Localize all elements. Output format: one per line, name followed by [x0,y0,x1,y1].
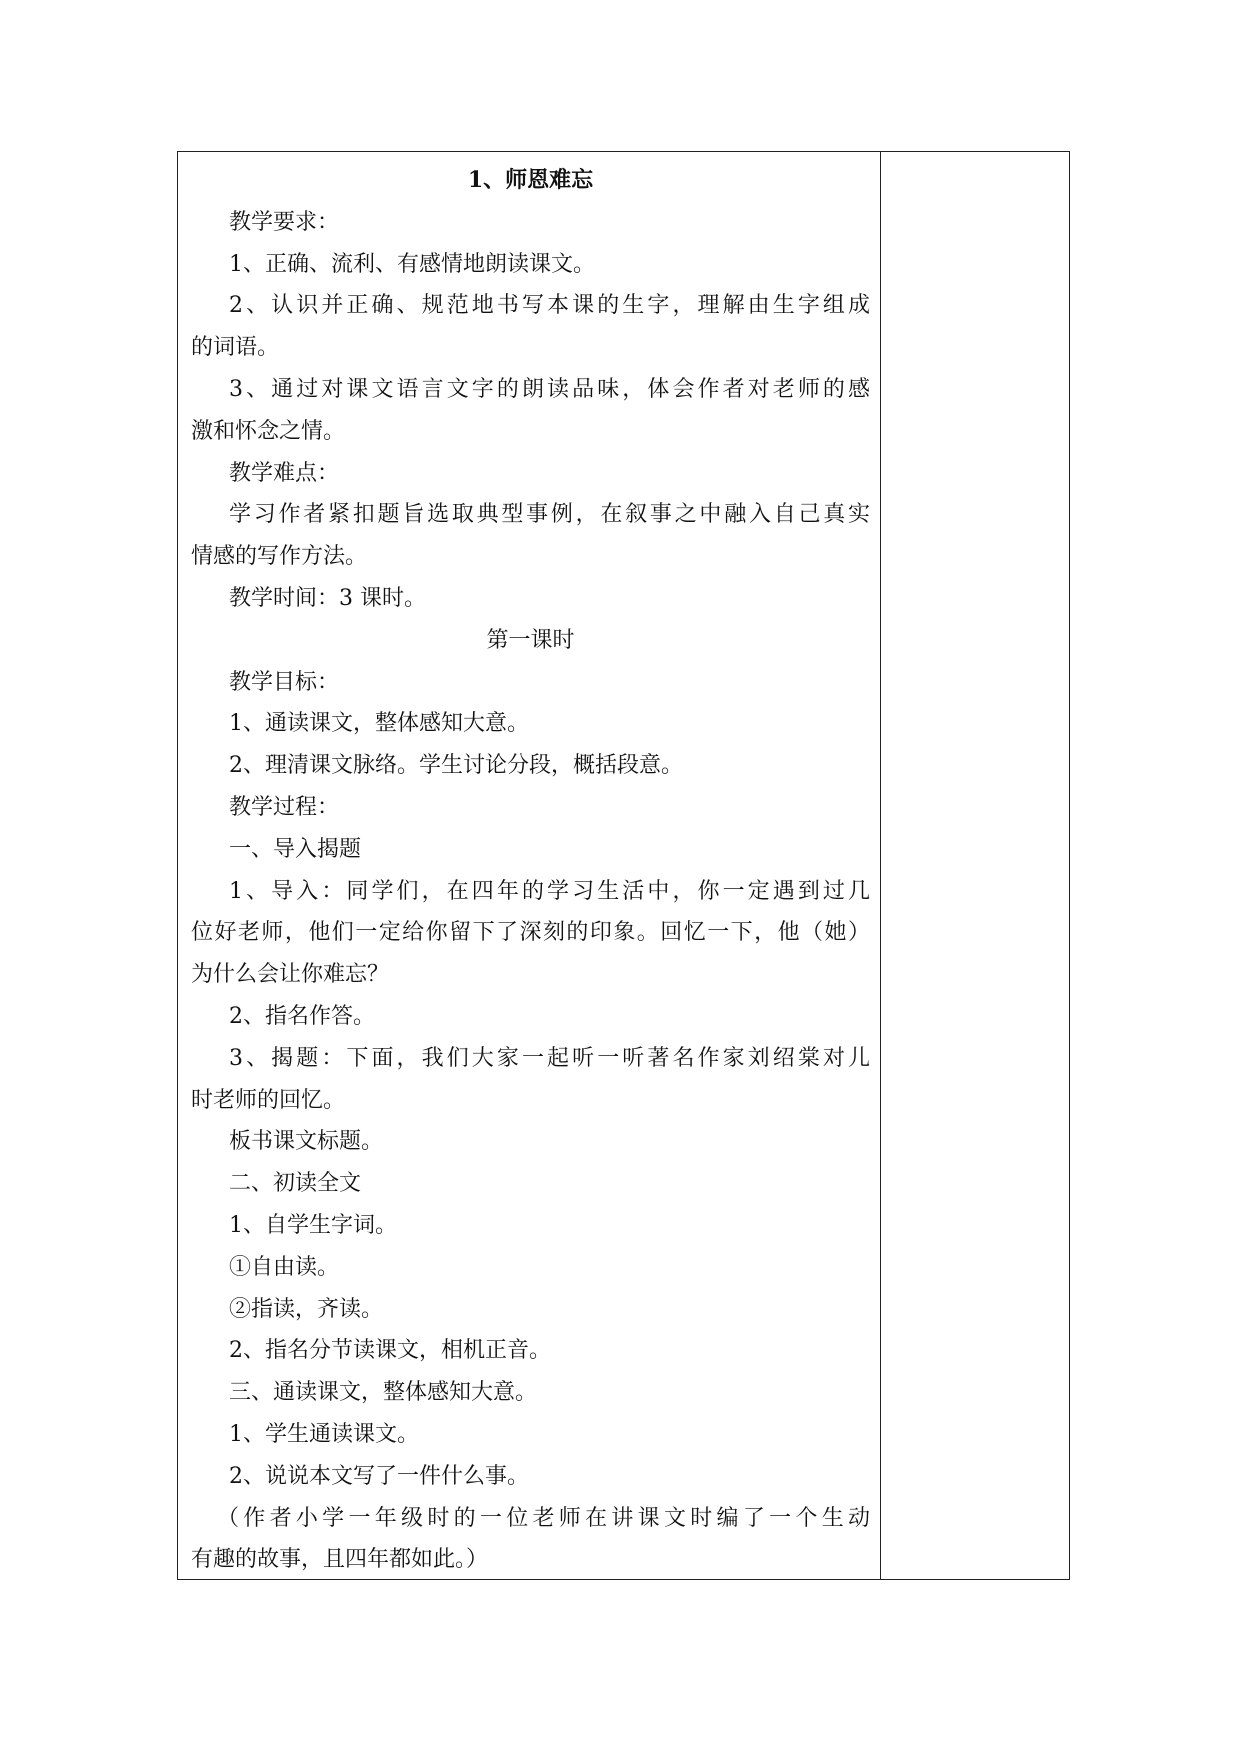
notes-column [881,152,1069,1579]
requirements-heading: 教学要求： [229,209,340,235]
goal-2: 2、理清课文脉络。学生讨论分段，概括段意。 [229,753,683,779]
step-3-2: 2、说说本文写了一件什么事。 [229,1463,529,1489]
step-1-3-line-1: 3、揭题：下面，我们大家一起听一听著名作家刘绍棠对儿 [229,1045,870,1071]
difficulty-line-1: 学习作者紧扣题旨选取典型事例，在叙事之中融入自己真实 [229,502,870,528]
difficulty-line-2: 情感的写作方法。 [191,544,368,570]
step-3-1: 1、学生通读课文。 [229,1421,419,1447]
board-title-note: 板书课文标题。 [229,1129,384,1155]
step-2-1-i: ①自由读。 [229,1254,340,1280]
step-2-1: 1、自学生字词。 [229,1212,397,1238]
lesson-content-cell [178,152,881,1579]
lesson-title: 1、师恩难忘 [467,167,594,193]
teaching-time: 教学时间：3 课时。 [229,585,426,611]
process-heading: 教学过程： [229,794,340,820]
answer-line-1: （作者小学一年级时的一位老师在讲课文时编了一个生动 [217,1505,870,1531]
period-heading: 第一课时 [486,627,575,653]
step-1-1-line-1: 1、导入：同学们，在四年的学习生活中，你一定遇到过几 [229,878,870,904]
requirement-1: 1、正确、流利、有感情地朗读课文。 [229,251,595,277]
step-2-heading: 二、初读全文 [229,1171,362,1197]
requirement-3-line-2: 激和怀念之情。 [191,418,346,444]
requirement-2-line-1: 2、认识并正确、规范地书写本课的生字，理解由生字组成 [229,293,870,319]
answer-line-2: 有趣的故事，且四年都如此。） [191,1547,489,1573]
requirement-2-line-2: 的词语。 [191,335,280,361]
difficulty-heading: 教学难点： [229,460,340,486]
step-1-1-line-3: 为什么会让你难忘？ [191,962,390,988]
step-1-1-line-2: 位好老师，他们一定给你留下了深刻的印象。回忆一下，他（她） [191,920,870,946]
step-2-1-ii: ②指读，齐读。 [229,1296,384,1322]
requirement-3-line-1: 3、通过对课文语言文字的朗读品味，体会作者对老师的感 [229,376,870,402]
lesson-plan-table [177,151,1070,1580]
goal-1: 1、通读课文，整体感知大意。 [229,711,529,737]
step-1-3-line-2: 时老师的回忆。 [191,1087,346,1113]
step-3-heading: 三、通读课文，整体感知大意。 [229,1380,538,1406]
step-1-2: 2、指名作答。 [229,1003,375,1029]
step-2-2: 2、指名分节读课文，相机正音。 [229,1338,551,1364]
goals-heading: 教学目标： [229,669,340,695]
step-1-heading: 一、导入揭题 [229,836,362,862]
